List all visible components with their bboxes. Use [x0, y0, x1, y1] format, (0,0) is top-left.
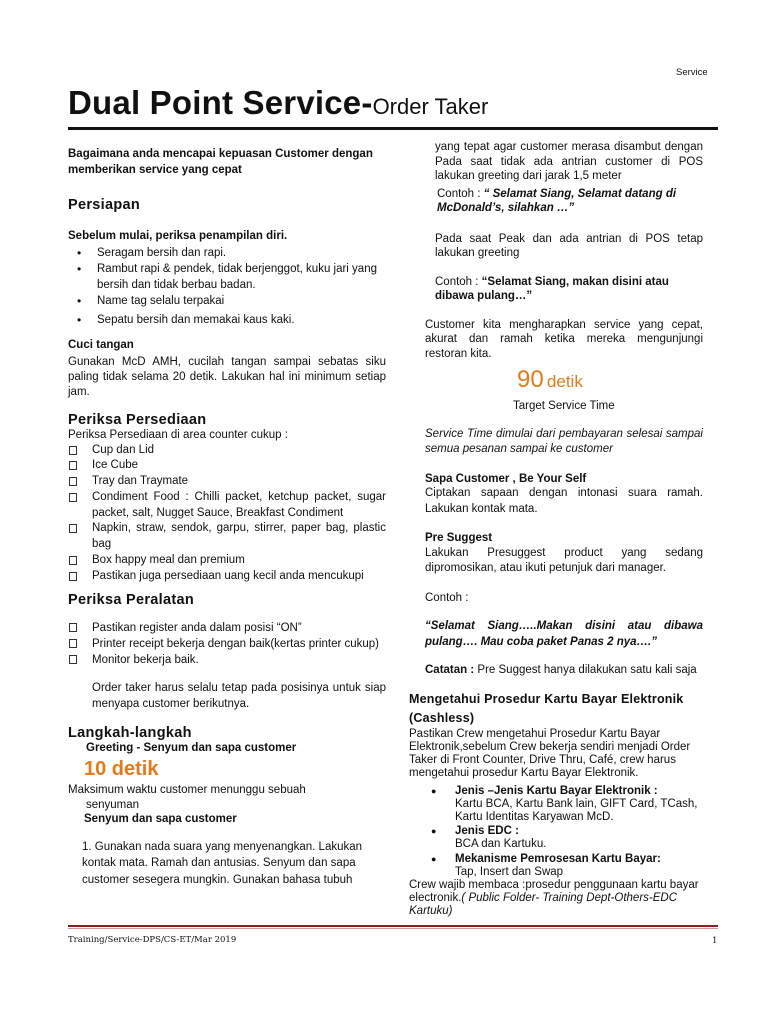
- peralatan-list: [68, 620, 386, 668]
- persediaan-list: [68, 443, 386, 585]
- list-item: ● Mekanisme Pemrosesan Kartu Bayar: Tap, Insert dan Swap: [409, 853, 703, 879]
- page-title: [68, 84, 488, 122]
- sapa-text: Ciptakan sapaan dengan intonasi suara ramah. Lakukan kontak mata.: [425, 487, 703, 515]
- checkbox-icon: [69, 655, 77, 664]
- expect-text: Customer kita mengharapkan service yang cepat, akurat dan ramah ketika mereka mengunjungi restoran kita.: [425, 318, 703, 360]
- greeting-max: Maksimum waktu customer menunggu sebuah: [68, 784, 306, 797]
- contoh-1: Contoh : “ Selamat Siang, Selamat datang di McDonald’s, silahkan …”: [437, 187, 677, 214]
- presuggest-text: Lakukan Presuggest product yang sedang dipromosikan, atau ikuti petunjuk dari manager.: [425, 546, 703, 574]
- title-divider: [68, 127, 718, 130]
- service-time-note: Service Time dimulai dari pembayaran selesai sampai semua pesanan sampai ke customer: [425, 427, 703, 455]
- kartu-list: [409, 785, 703, 879]
- title-sub: Order Taker: [372, 94, 489, 119]
- list-item: Cup dan Lid: [68, 443, 386, 459]
- list-item: ● Jenis EDC : BCA dan Kartuku.: [409, 825, 703, 851]
- list-item: • Name tag selalu terpakai: [68, 293, 386, 309]
- kartu-heading: Mengetahui Prosedur Kartu Bayar Elektronik (Cashless): [409, 691, 684, 725]
- checkbox-icon: [69, 639, 77, 648]
- checkbox-icon: [69, 446, 77, 455]
- persiapan-lead: Sebelum mulai, periksa penampilan diri.: [68, 229, 288, 242]
- cuci-text: Gunakan McD AMH, cucilah tangan sampai sebatas siku paling tidak selama 20 detik. Lakukan hal ini minimum setiap jam.: [68, 355, 386, 398]
- langkah-heading: Langkah-langkah: [68, 725, 192, 742]
- checkbox-icon: [69, 572, 77, 581]
- page-number: 1: [712, 936, 718, 946]
- greeting-time: 10 detik: [84, 758, 159, 781]
- cuci-heading: Cuci tangan: [68, 339, 134, 351]
- list-item: ● Jenis –Jenis Kartu Bayar Elektronik : Kartu BCA, Kartu Bank lain, GIFT Card, TCash, Kartu Identitas Karyawan McD.: [409, 785, 703, 824]
- checkbox-icon: [69, 477, 77, 486]
- greeting-max-cont: senyuman: [86, 798, 140, 811]
- list-item: Tray dan Traymate: [68, 474, 386, 490]
- list-item: • Seragam bersih dan rapi.: [68, 245, 386, 261]
- contoh-2: Contoh : “Selamat Siang, makan disini atau dibawa pulang…”: [435, 275, 669, 302]
- header-section-label: Service: [676, 67, 708, 78]
- list-item: • Sepatu bersih dan memakai kaus kaki.: [68, 312, 386, 328]
- service-time-target: 90 detik: [517, 366, 583, 393]
- step-1: 1. Gunakan nada suara yang menyenangkan. Lakukan kontak mata. Ramah dan antusias. Senyum dan sapa customer sesegera mungkin. Gunakan bahasa tubuh: [82, 840, 363, 886]
- footer-reference: Training/Service-DPS/CS-ET/Mar 2019: [68, 935, 237, 945]
- persiapan-list: [68, 245, 386, 328]
- persediaan-heading: Periksa Persediaan: [68, 411, 207, 428]
- checkbox-icon: [69, 461, 77, 470]
- list-item: Napkin, straw, sendok, garpu, stirrer, paper bag, plastic bag: [68, 521, 386, 553]
- kartu-text: Pastikan Crew mengetahui Prosedur Kartu Bayar Elektronik,sebelum Crew bekerja sendiri menjadi Order Taker di Front Counter, Drive Thru, Café, crew harus mengetahui prosedur Kartu Bayar Elektronik.: [409, 727, 691, 779]
- crew-text: Crew wajib membaca :prosedur penggunaan kartu bayar electronik.( Public Folder- Training Dept-Others-EDC Kartuku): [409, 878, 699, 917]
- list-item: Printer receipt bekerja dengan baik(kertas printer cukup): [68, 636, 386, 652]
- sapa-heading: Sapa Customer , Be Your Self: [425, 472, 587, 485]
- presuggest-quote: “Selamat Siang…..Makan disini atau dibawa pulang…. Mau coba paket Panas 2 nya….”: [425, 620, 703, 648]
- peralatan-note: Order taker harus selalu tetap pada posisinya untuk siap menyapa customer berikutnya.: [92, 682, 386, 711]
- intro-text: Bagaimana anda mencapai kepuasan Customer dengan memberikan service yang cepat: [68, 148, 373, 176]
- right-column: [409, 140, 703, 918]
- contoh-3: Contoh :: [425, 591, 469, 604]
- list-item: Ice Cube: [68, 458, 386, 474]
- persiapan-heading: Persiapan: [68, 197, 141, 213]
- persediaan-lead: Periksa Persediaan di area counter cukup :: [68, 429, 288, 441]
- list-item: Pastikan juga persediaan uang kecil anda mencukupi: [68, 569, 386, 585]
- checkbox-icon: [69, 524, 77, 533]
- footer-divider-thin: [68, 928, 718, 929]
- list-item: Monitor bekerja baik.: [68, 652, 386, 668]
- list-item: • Rambut rapi & pendek, tidak berjenggot, kuku jari yang bersih dan tidak berbau badan.: [68, 261, 386, 293]
- checkbox-icon: [69, 493, 77, 502]
- checkbox-icon: [69, 623, 77, 632]
- list-item: Condiment Food : Chilli packet, ketchup packet, sugar packet, salt, Nugget Sauce, Breakfast Condiment: [68, 490, 386, 522]
- presuggest-heading: Pre Suggest: [425, 532, 493, 544]
- title-main: Dual Point Service-: [68, 84, 373, 121]
- target-label: Target Service Time: [513, 400, 615, 412]
- peak-text: Pada saat Peak dan ada antrian di POS tetap lakukan greeting: [435, 232, 703, 259]
- greeting-label: Greeting - Senyum dan sapa customer: [86, 741, 297, 754]
- catatan: Catatan : Pre Suggest hanya dilakukan satu kali saja: [425, 664, 697, 676]
- list-item: Pastikan register anda dalam posisi “ON”: [68, 620, 386, 636]
- checkbox-icon: [69, 556, 77, 565]
- list-item: Box happy meal dan premium: [68, 553, 386, 569]
- left-column: [68, 146, 386, 888]
- peralatan-heading: Periksa Peralatan: [68, 591, 195, 608]
- footer-divider: [68, 925, 718, 927]
- greeting-cont: yang tepat agar customer merasa disambut dengan Pada saat tidak ada antrian customer di POS lakukan greeting dari jarak 1,5 meter: [435, 141, 703, 182]
- langkah-sub: Senyum dan sapa customer: [84, 813, 237, 826]
